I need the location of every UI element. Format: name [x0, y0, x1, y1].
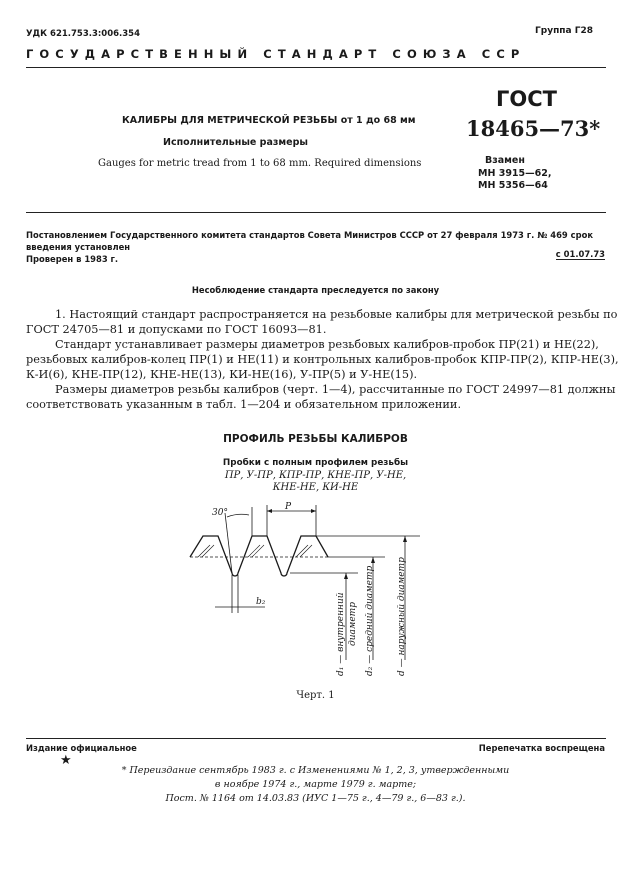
- figure-caption: Черт. 1: [296, 690, 335, 701]
- replaces-item: МН 5356—64: [478, 180, 548, 191]
- b2-label: b₂: [256, 597, 266, 607]
- paragraph-text: К-И(6), КНЕ-ПР(12), КНЕ-НЕ(13), КИ-НЕ(16), У-ПР(5) и У-НЕ(15).: [26, 368, 418, 381]
- d-label: d — наружный диаметр: [397, 557, 407, 676]
- gost-number: 18465—73*: [466, 116, 601, 141]
- gost-label: ГОСТ: [496, 87, 557, 111]
- footer-rule: [26, 738, 606, 739]
- d2-label: d₂ — средний диаметр: [365, 565, 375, 676]
- paragraph-text: ГОСТ 24705—81 и допусками по ГОСТ 16093—81.: [26, 323, 327, 336]
- star-icon: ★: [60, 753, 72, 768]
- decree-line: Постановлением Государственного комитета стандартов Совета Министров СССР от 27 февраля 1973 г. № 469 срок: [26, 230, 594, 240]
- official-edition: Издание официальное: [26, 743, 137, 753]
- footnote-line: в ноябре 1974 г., марте 1979 г. марте;: [214, 779, 417, 790]
- angle-label: 30°: [212, 508, 228, 518]
- checked-year: Проверен в 1983 г.: [26, 254, 119, 264]
- paragraph-text: 1. Настоящий стандарт распространяется на резьбовые калибры для метрической резьбы по: [55, 308, 618, 321]
- figure-heading: ПРОФИЛЬ РЕЗЬБЫ КАЛИБРОВ: [223, 433, 408, 445]
- reprint-prohibited: Перепечатка воспрещена: [478, 743, 605, 753]
- footnote-line: Пост. № 1164 от 14.03.83 (ИУС 1—75 г., 4—79 г., 6—83 г.).: [165, 793, 466, 804]
- d1-label-cont: диаметр: [348, 602, 358, 646]
- english-title: Gauges for metric tread from 1 to 68 mm. Required dimensions: [98, 158, 422, 169]
- figure-subheading: Пробки с полным профилем резьбы: [222, 458, 409, 468]
- group-code: Группа Г28: [535, 26, 593, 36]
- thread-profile-line: [190, 536, 328, 576]
- document-title: КАЛИБРЫ ДЛЯ МЕТРИЧЕСКОЙ РЕЗЬБЫ от 1 до 68 мм: [122, 115, 416, 126]
- replaces-label: Взамен: [485, 155, 525, 166]
- udk-code: УДК 621.753.3:006.354: [26, 29, 141, 39]
- paragraph-text: резьбовых калибров-колец ПР(1) и НЕ(11) и контрольных калибров-пробок КПР-ПР(2), КПР-НЕ(3),: [26, 353, 619, 366]
- document-subtitle: Исполнительные размеры: [163, 137, 309, 148]
- figure-subheading: КНЕ-НЕ, КИ-НЕ: [272, 482, 359, 493]
- thread-profile-drawing: [170, 495, 460, 670]
- paragraph-text: Размеры диаметров резьбы калибров (черт. 1—4), рассчитанные по ГОСТ 24997—81 должны: [55, 383, 616, 396]
- title-rule: [26, 212, 606, 213]
- decree-line: введения установлен: [26, 242, 131, 252]
- figure-subheading: ПР, У-ПР, КПР-ПР, КНЕ-ПР, У-НЕ,: [224, 470, 407, 481]
- header-rule: [26, 67, 606, 68]
- state-standard-banner: ГОСУДАРСТВЕННЫЙ СТАНДАРТ СОЮЗА ССР: [26, 47, 526, 61]
- d1-label: d₁ — внутренний: [336, 592, 346, 676]
- pitch-label: P: [285, 502, 292, 512]
- replaces-item: МН 3915—62,: [478, 168, 552, 179]
- paragraph-text: Стандарт устанавливает размеры диаметров резьбовых калибров-пробок ПР(21) и НЕ(22),: [55, 338, 599, 351]
- effective-date: с 01.07.73: [555, 249, 605, 259]
- paragraph-text: соответствовать указанным в табл. 1—204 и обязательном приложении.: [26, 398, 462, 411]
- footnote-line: * Переиздание сентябрь 1983 г. с Изменениями № 1, 2, 3, утвержденными: [121, 765, 510, 776]
- legal-notice: Несоблюдение стандарта преследуется по закону: [191, 285, 440, 295]
